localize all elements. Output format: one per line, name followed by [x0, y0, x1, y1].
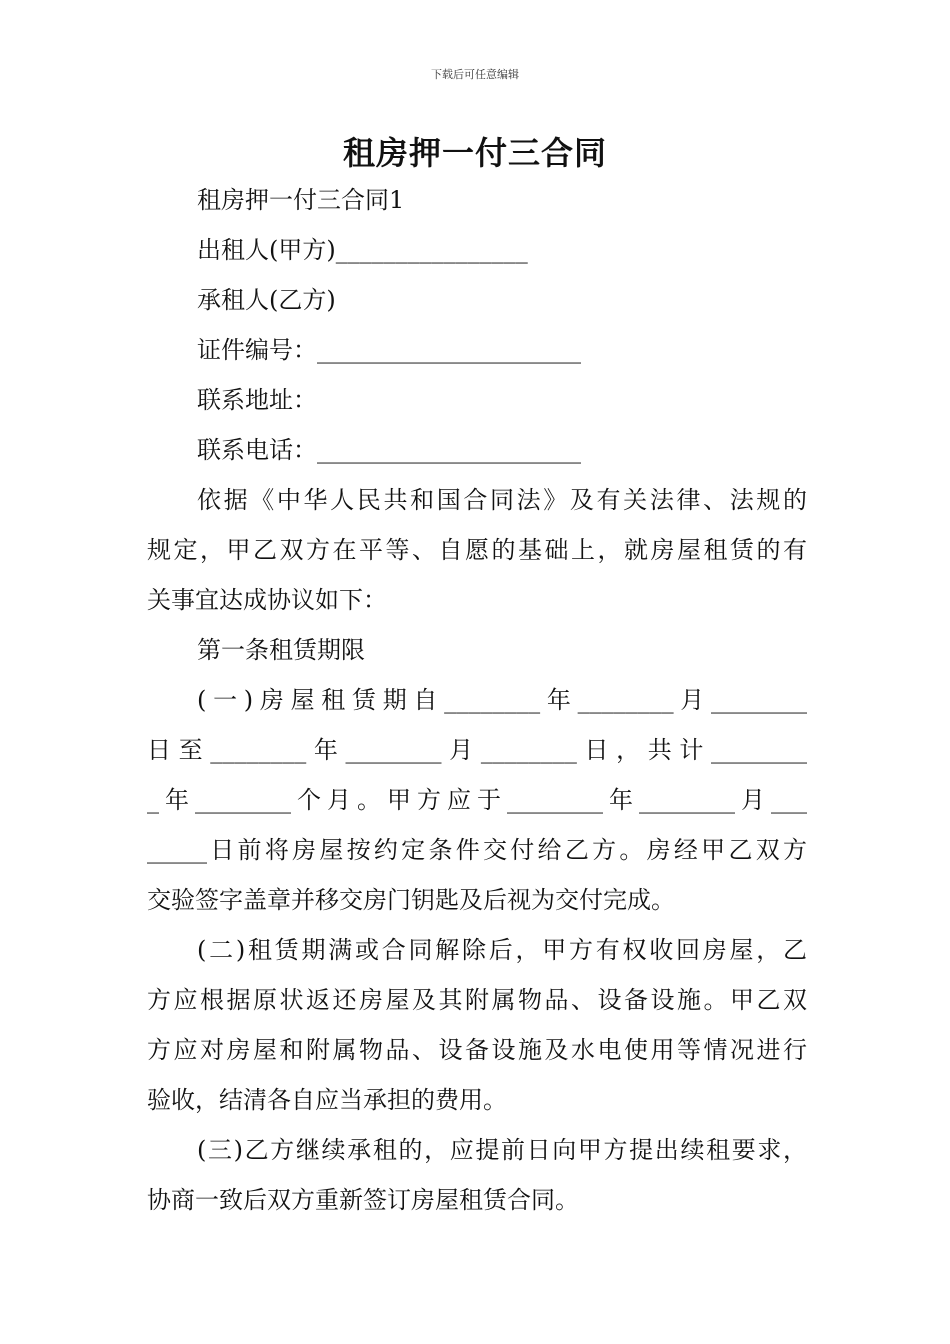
- lessee-line: 承租人(乙方): [197, 286, 336, 314]
- address-line: 联系地址：: [197, 386, 317, 414]
- lessor-line: 出租人(甲方)________________: [197, 236, 528, 264]
- header-note: 下载后可任意编辑: [431, 68, 519, 81]
- paragraph-line: 交验签字盖章并移交房门钥匙及后视为交付完成。: [147, 886, 675, 914]
- paragraph-line: (二)租赁期满或合同解除后，甲方有权收回房屋，乙: [197, 936, 807, 964]
- phone-line: 联系电话：______________________: [197, 436, 581, 464]
- paragraph-line: (一)房屋租赁期自________年________月________: [197, 686, 807, 714]
- paragraph-line: 依据《中华人民共和国合同法》及有关法律、法规的: [197, 486, 807, 514]
- article-heading: 第一条租赁期限: [197, 636, 365, 664]
- id-number-line: 证件编号：______________________: [197, 336, 581, 364]
- document-title: 租房押一付三合同: [342, 134, 607, 172]
- document-body: [147, 175, 807, 1225]
- paragraph-line: 日至________年________月________日，共计________: [147, 736, 807, 764]
- paragraph-line: 协商一致后双方重新签订房屋租赁合同。: [147, 1186, 579, 1214]
- paragraph-line: 方应对房屋和附属物品、设备设施及水电使用等情况进行: [147, 1036, 807, 1064]
- paragraph-line: (三)乙方继续承租的，应提前日向甲方提出续租要求，: [197, 1136, 807, 1164]
- paragraph-line: _____日前将房屋按约定条件交付给乙方。房经甲乙双方: [147, 836, 807, 864]
- subtitle-line: 租房押一付三合同1: [197, 186, 405, 214]
- paragraph-line: 验收，结清各自应当承担的费用。: [147, 1086, 507, 1114]
- paragraph-line: _年________个月。甲方应于________年________月___: [147, 786, 807, 814]
- paragraph-line: 关事宜达成协议如下：: [147, 586, 387, 614]
- paragraph-line: 规定，甲乙双方在平等、自愿的基础上，就房屋租赁的有: [147, 536, 807, 564]
- paragraph-line: 方应根据原状返还房屋及其附属物品、设备设施。甲乙双: [147, 986, 807, 1014]
